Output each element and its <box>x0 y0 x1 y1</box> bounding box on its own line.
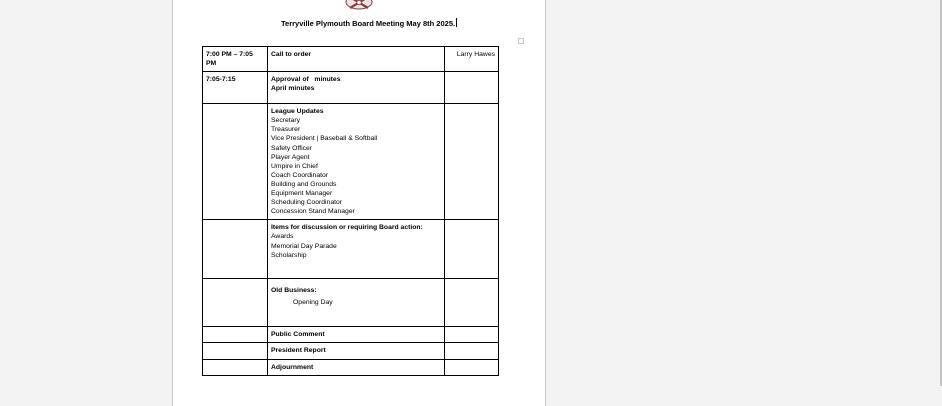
table-cell-time[interactable] <box>203 359 268 375</box>
table-cell-time[interactable] <box>203 343 268 359</box>
table-cell-person[interactable] <box>445 343 499 359</box>
agenda-table <box>202 46 499 376</box>
table-row <box>203 327 499 343</box>
table-row <box>203 220 499 279</box>
table-cell-person[interactable] <box>445 279 499 327</box>
table-cell-item[interactable]: Adjournment <box>268 359 445 375</box>
table-cell-item[interactable]: Public Comment <box>268 327 445 343</box>
table-cell-time[interactable] <box>203 220 268 279</box>
table-cell-item[interactable]: Approval of minutes April minutes <box>268 72 445 104</box>
table-cell-time[interactable]: 7:05-7:15 <box>203 72 268 104</box>
table-row <box>203 72 499 104</box>
text-cursor <box>456 18 457 27</box>
table-cell-item[interactable]: President Report <box>268 343 445 359</box>
table-cell-time[interactable] <box>203 327 268 343</box>
table-cell-item[interactable]: Call to order <box>268 47 445 72</box>
table-row <box>203 359 499 375</box>
table-cell-person[interactable] <box>445 104 499 220</box>
table-move-handle[interactable] <box>518 38 524 44</box>
table-cell-person[interactable] <box>445 327 499 343</box>
table-cell-item[interactable]: Items for discussion or requiring Board action: Awards Memorial Day Parade Scholarship <box>268 220 445 279</box>
league-logo-icon <box>344 0 374 12</box>
table-cell-person[interactable]: Larry Hawes <box>445 47 499 72</box>
table-cell-person[interactable] <box>445 72 499 104</box>
table-cell-item[interactable]: League Updates Secretary Treasurer Vice President | Baseball & Softball Safety Officer Player Agent Umpire in Chief Coach Coordinator Building and Grounds Equipment Manager Scheduling Coordinator Concession Stand Manager <box>268 104 445 220</box>
table-row <box>203 104 499 220</box>
table-cell-time[interactable]: 7:00 PM – 7:05 PM <box>203 47 268 72</box>
table-cell-person[interactable] <box>445 359 499 375</box>
document-title[interactable]: Terryville Plymouth Board Meeting May 8th 2025. <box>281 19 456 28</box>
table-cell-person[interactable] <box>445 220 499 279</box>
table-row <box>203 47 499 72</box>
document-page <box>172 0 546 406</box>
table-cell-time[interactable] <box>203 104 268 220</box>
table-row <box>203 343 499 359</box>
table-row <box>203 279 499 327</box>
table-cell-time[interactable] <box>203 279 268 327</box>
table-cell-item[interactable]: Old Business: Opening Day <box>268 279 445 327</box>
